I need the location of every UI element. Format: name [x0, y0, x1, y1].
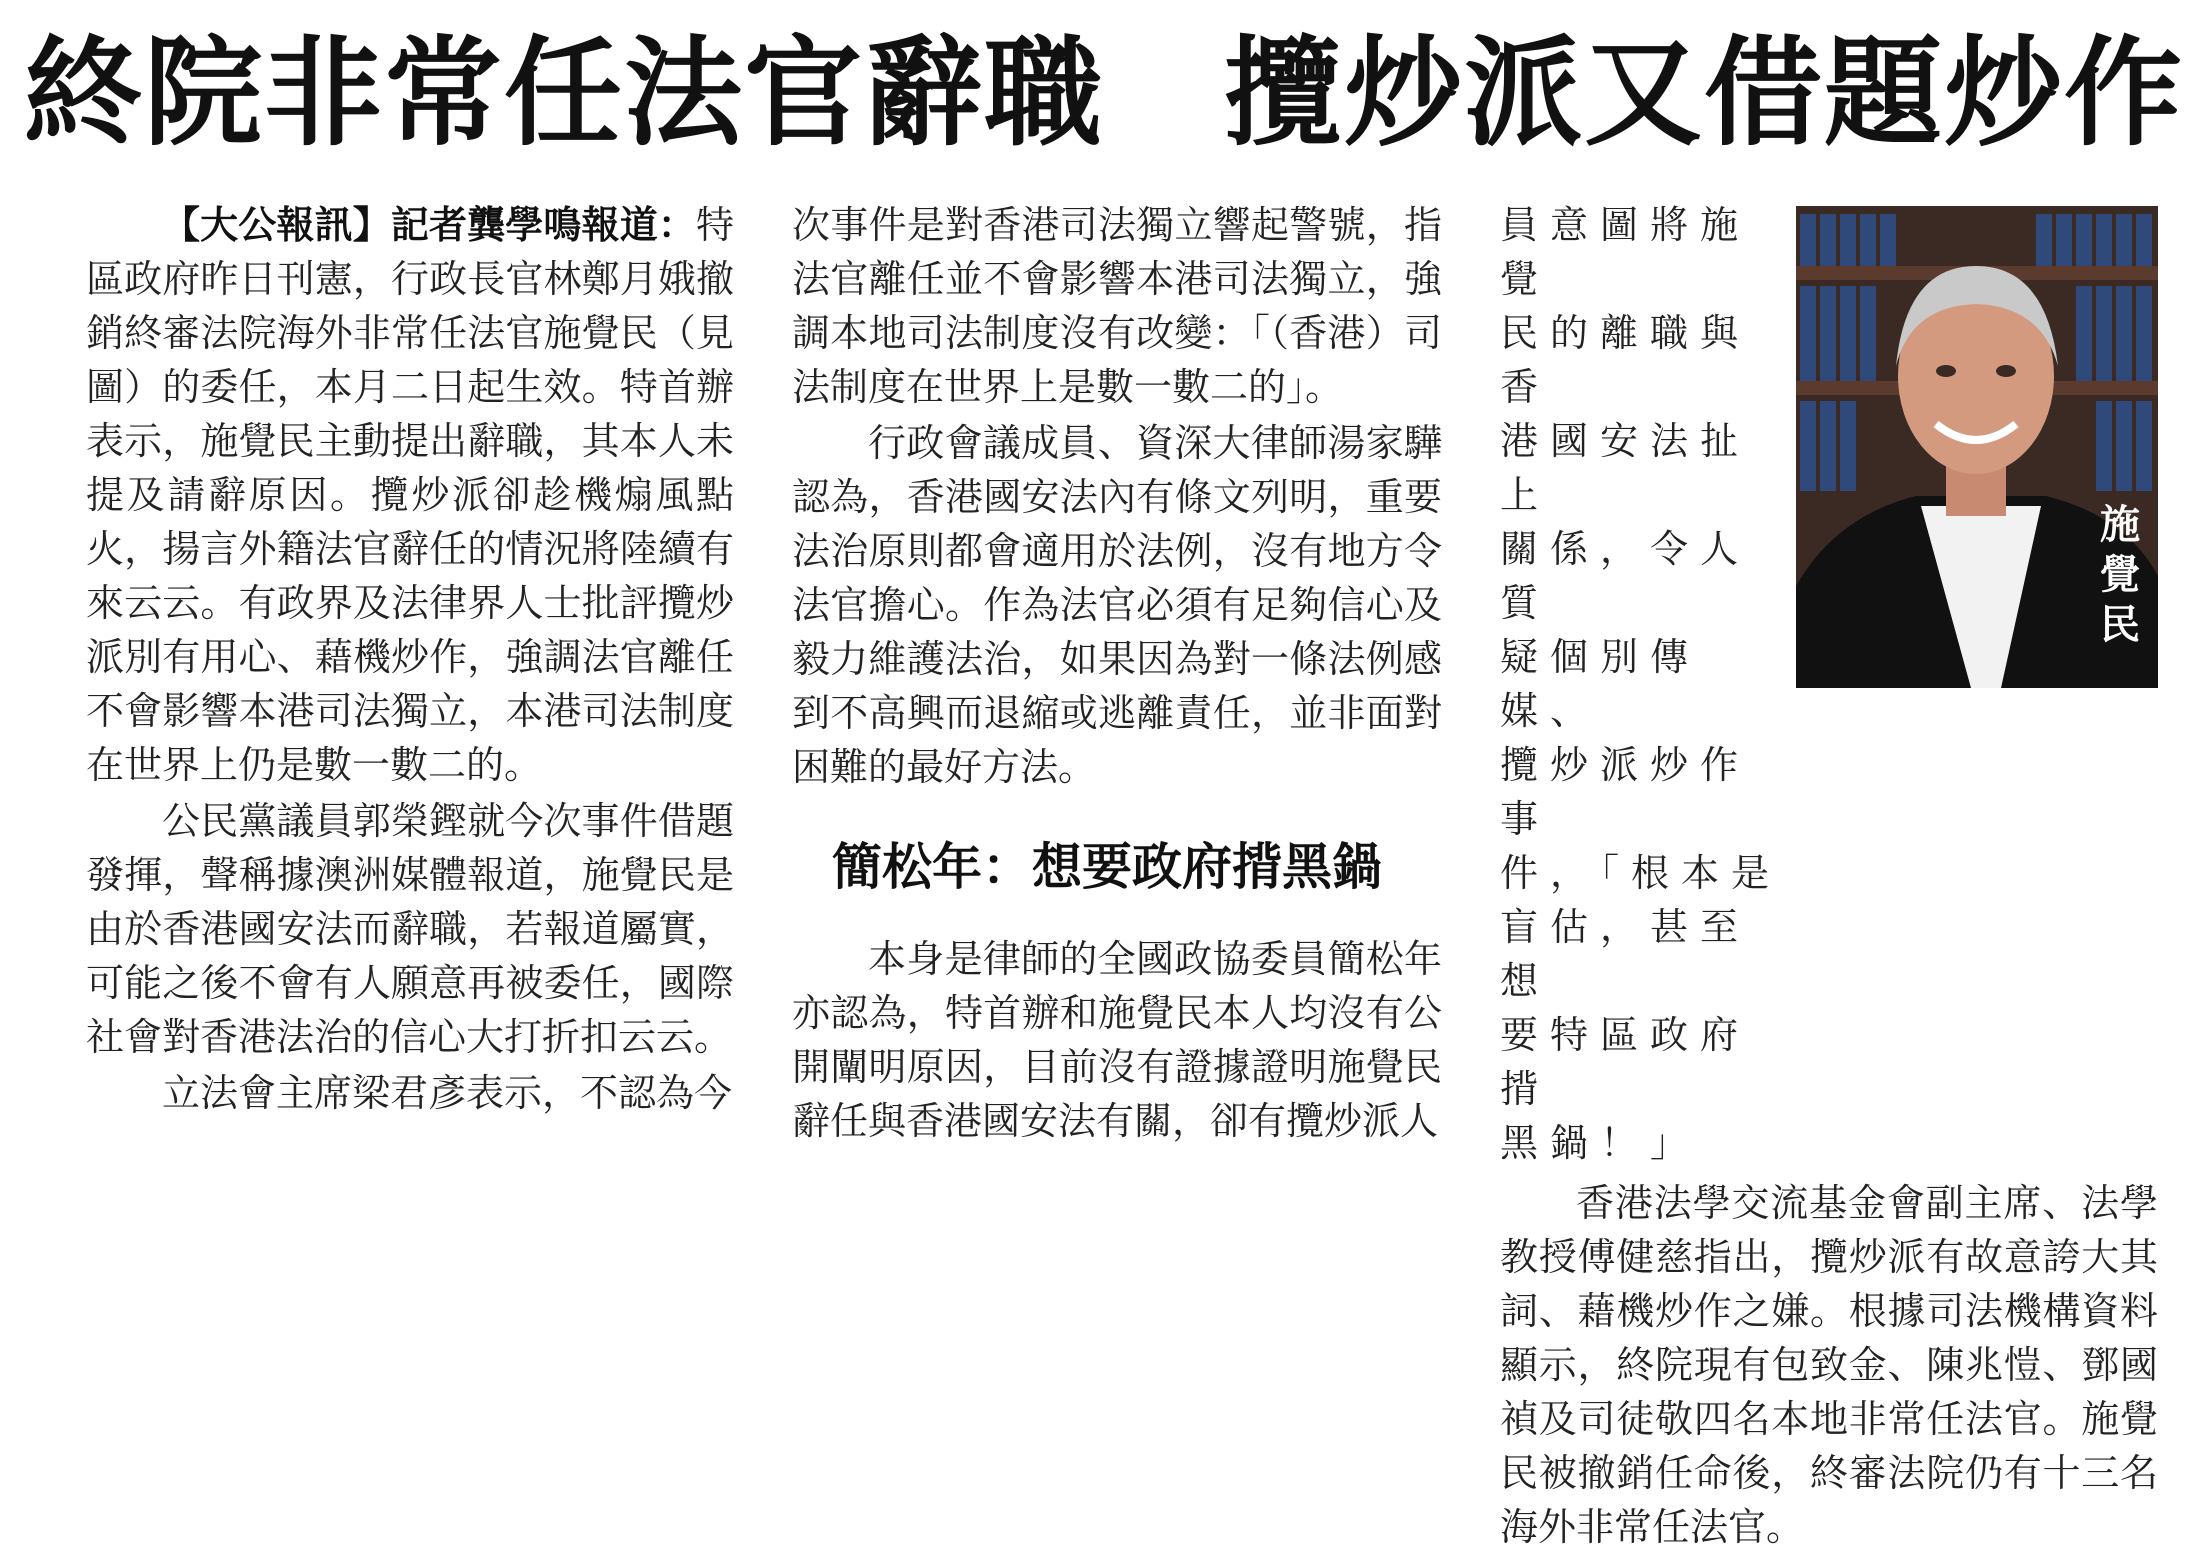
subheading: 簡松年：想要政府揹黑鍋 — [832, 837, 1382, 896]
article-column-3 — [1500, 198, 2158, 1554]
article-column-1 — [86, 198, 734, 1120]
paragraph-narrow — [1500, 198, 1782, 1170]
paragraph: 香港法學交流基金會副主席、法學教授傅健慈指出，攬炒派有故意誇大其詞、藉機炒作之嫌。根據司法機構資料顯示，終院現有包致金、陳兆愷、鄧國禎及司徒敬四名本地非常任法官。施覺民被撤銷任命後，終審法院仍有十三名海外非常任法官。 — [1500, 1181, 2158, 1549]
dateline: 【大公報訊】記者龔學鳴報道： — [162, 203, 696, 247]
article-column-2 — [792, 198, 1442, 1148]
paragraph: 行政會議成員、資深大律師湯家驊認為，香港國安法內有條文列明，重要法治原則都會適用於法例，沒有地方令法官擔心。作為法官必須有足夠信心及毅力維護法治，如果因為對一條法例感到不高興而退縮或逃離責任，並非面對困難的最好方法。 — [792, 421, 1442, 789]
paragraph: 次事件是對香港司法獨立響起警號，指法官離任並不會影響本港司法獨立，強調本地司法制度沒有改變：「（香港）司法制度在世界上是數一數二的」。 — [792, 203, 1442, 409]
paragraph: 立法會主席梁君彥表示，不認為今 — [162, 1071, 733, 1115]
paragraph — [86, 198, 734, 792]
paragraph: 本身是律師的全國政協委員簡松年亦認為，特首辦和施覺民本人均沒有公開闡明原因，目前沒有證據證明施覺民辭任與香港國安法有關，卻有攬炒派人 — [792, 937, 1442, 1143]
text-line: 關係，令人質 — [1500, 527, 1751, 625]
text-line: 民的離職與香 — [1500, 311, 1751, 409]
photo-caption: 施覺民 — [2100, 501, 2140, 648]
paragraph-text: 特區政府昨日刊憲，行政長官林鄭月娥撤銷終審法院海外非常任法官施覺民（見圖）的委任，本月二日起生效。特首辦表示，施覺民主動提出辭職，其本人未提及請辭原因。攬炒派卻趁機煽風點火，揚言外籍法官辭任的情況將陸續有來云云。有政界及法律界人士批評攬炒派別有用心、藉機炒作，強調法官離任不會影響本港司法獨立，本港司法制度在世界上仍是數一數二的。 — [86, 203, 734, 787]
headline: 終院非常任法官辭職 攬炒派又借題炒作 — [23, 24, 2184, 162]
paragraph: 公民黨議員郭榮鏗就今次事件借題發揮，聲稱據澳洲媒體報道，施覺民是由於香港國安法而辭職，若報道屬實，可能之後不會有人願意再被委任，國際社會對香港法治的信心大打折扣云云。 — [86, 799, 734, 1059]
text-beside-photo — [1500, 198, 2158, 1170]
text-line: 員意圖將施覺 — [1500, 203, 1751, 301]
text-line: 件，「根本是 — [1500, 851, 1782, 895]
text-line: 黑鍋！」 — [1500, 1121, 1701, 1165]
text-line: 盲估，甚至想 — [1500, 905, 1751, 1003]
text-line: 港國安法扯上 — [1500, 419, 1751, 517]
portrait-photo — [1796, 206, 2158, 688]
text-line: 疑個別傳媒、 — [1500, 635, 1701, 733]
text-line: 攬炒派炒作事 — [1500, 743, 1751, 841]
text-line: 要特區政府揹 — [1500, 1013, 1751, 1111]
